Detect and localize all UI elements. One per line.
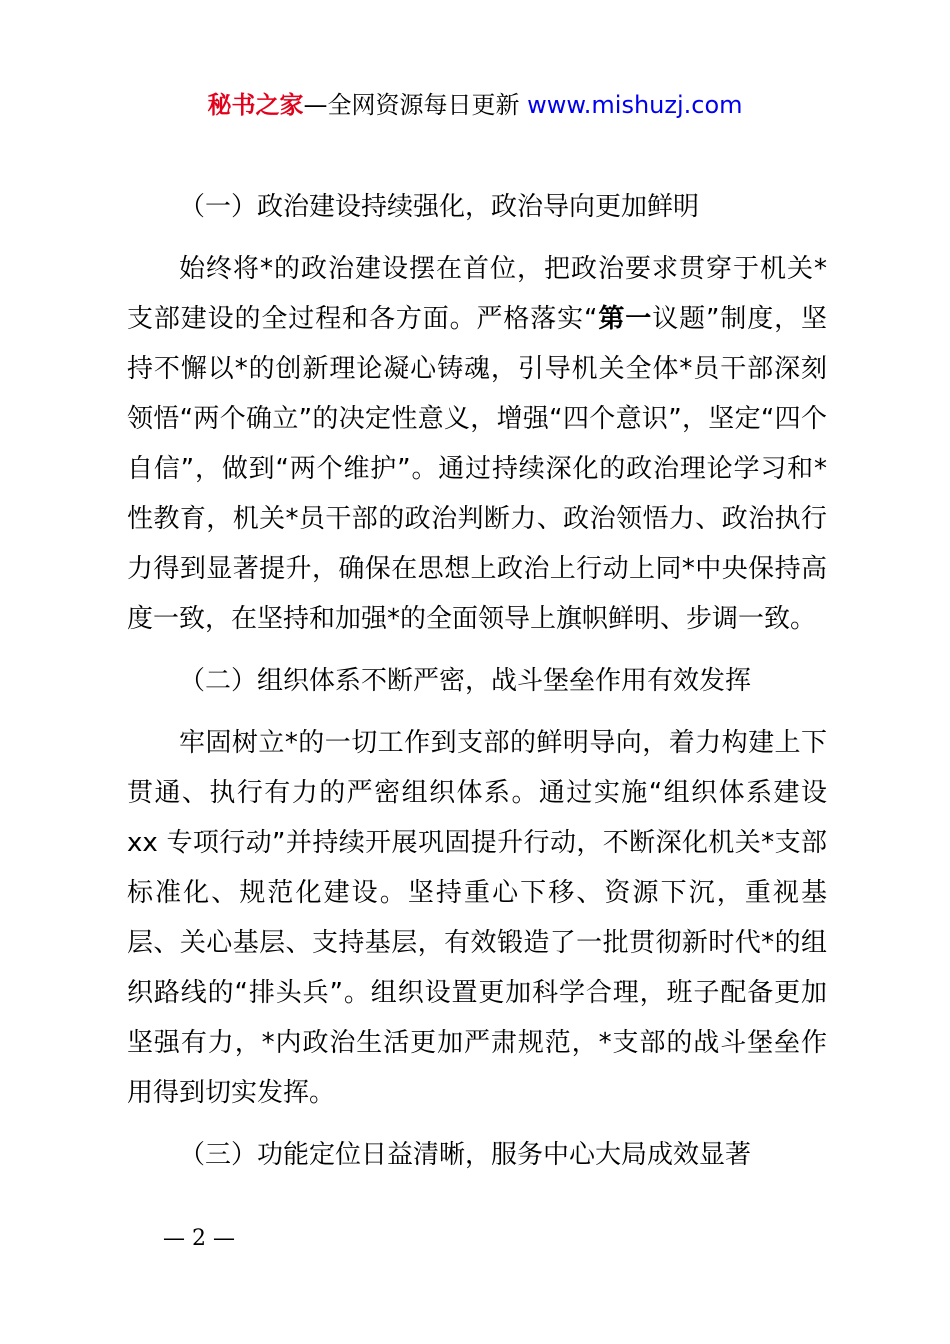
paragraph-text: 议题”制度，坚持不懈以*的创新理论凝心铸魂，引导机关全体*员干部深刻领悟“两个确立”的决定性意义，增强“四个意识”，坚定“四个自信”，做到“两个维护”。通过持续深化的政治理论学习和*性教育，机关*员干部的政治判断力、政治领悟力、政治执行力得到显著提升，确保在思想上政治上行动上同*中央保持高度一致，在坚持和加强*的全面领导上旗帜鲜明、步调一致。: [127, 304, 827, 634]
section-heading: （一）政治建设持续强化，政治导向更加鲜明: [179, 192, 700, 222]
section-heading: （二）组织体系不断严密，战斗堡垒作用有效发挥: [179, 666, 752, 696]
paragraph: [127, 244, 827, 644]
site-tagline: —全网资源每日更新: [303, 91, 528, 119]
site-brand: 秘书之家: [207, 91, 304, 119]
bold-text: 第一: [597, 304, 653, 334]
document-body: [127, 182, 827, 1192]
site-url-link[interactable]: www.mishuzj.com: [527, 91, 743, 119]
page-number: — 2 —: [163, 1226, 235, 1251]
paragraph-text: 始终将*的政治建设摆在首位，把政治要求贯穿于机关*支部建设的全过程和各方面。严格落实“: [127, 254, 827, 334]
section-heading: （三）功能定位日益清晰，服务中心大局成效显著: [179, 1140, 752, 1170]
paragraph: 牢固树立*的一切工作到支部的鲜明导向，着力构建上下贯通、执行有力的严密组织体系。通过实施“组织体系建设 xx 专项行动”并持续开展巩固提升行动，不断深化机关*支部标准化、规范化建设。坚持重心下移、资源下沉，重视基层、关心基层、支持基层，有效锻造了一批贯彻新时代*的组织路线的“排头兵”。组织设置更加科学合理，班子配备更加坚强有力，*内政治生活更加严肃规范，*支部的战斗堡垒作用得到切实发挥。: [127, 728, 827, 1108]
site-header: [0, 90, 950, 120]
